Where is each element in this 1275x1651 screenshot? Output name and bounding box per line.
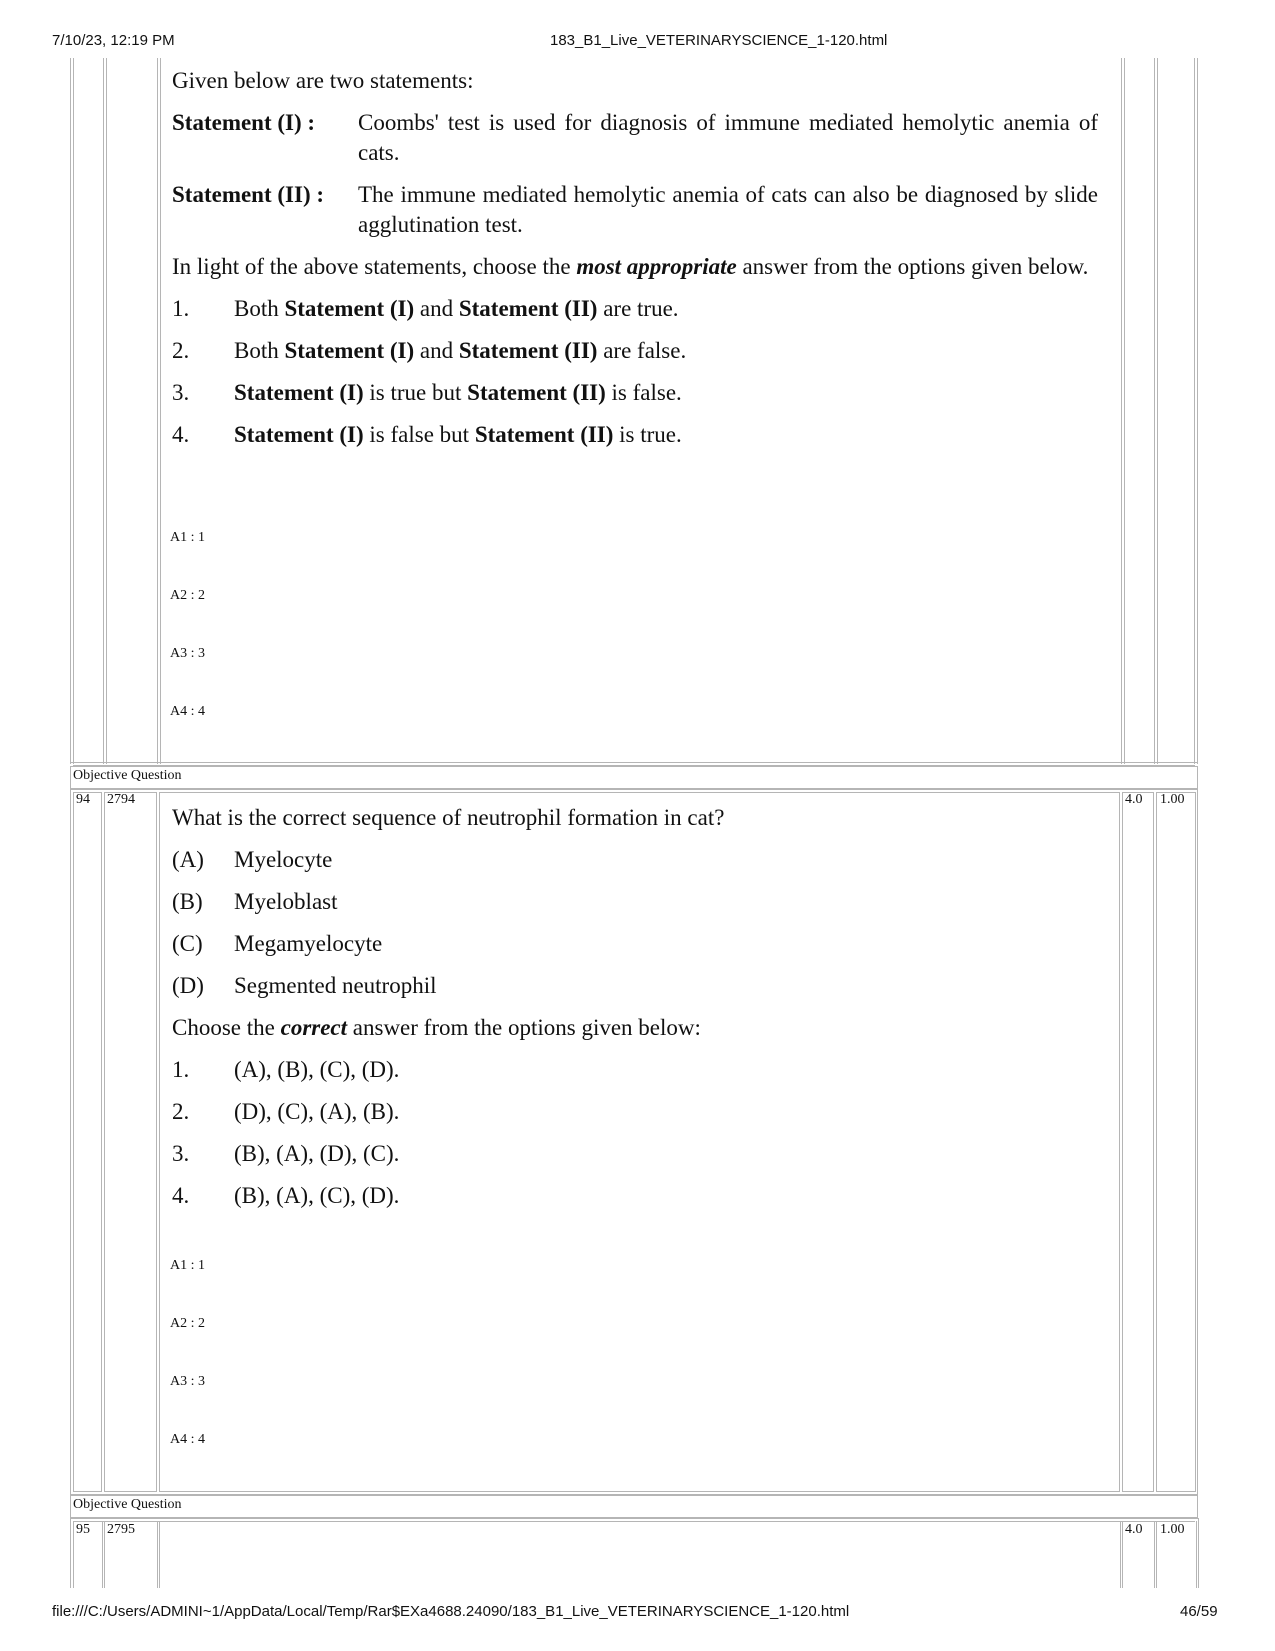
answer-label: A4 : 4 [170,1432,205,1447]
question-type-label: Objective Question [73,1497,182,1512]
emphasis-text: correct [280,1015,348,1040]
list-item: (A) Myelocyte [172,847,333,872]
option-2: 2. (D), (C), (A), (B). [172,1099,400,1124]
list-item: (B) Myeloblast [172,889,338,914]
option-3: 3. (B), (A), (D), (C). [172,1141,400,1166]
answer-label: A3 : 3 [170,646,205,661]
answer-label: A2 : 2 [170,588,205,603]
question-type-label: Objective Question [73,768,182,783]
answer-label: A4 : 4 [170,704,205,719]
statement-1-label: Statement (I) : [172,110,316,135]
question-text: What is the correct sequence of neutrophil formation in cat? [172,805,725,830]
page-number: 46/59 [1180,1603,1218,1620]
list-item: (C) Megamyelocyte [172,931,383,956]
question-94-body [172,803,1098,1211]
question-serial: 95 [76,1522,90,1537]
question-marks: 4.0 [1125,792,1143,807]
statement-1 [172,108,1098,168]
option-4: 4. (B), (A), (C), (D). [172,1183,400,1208]
statement-2 [172,180,1098,240]
question-negative-marks: 1.00 [1160,1522,1185,1537]
print-datetime: 7/10/23, 12:19 PM [52,32,175,49]
option-1: 1. Both Statement (I) and Statement (II) are true. [172,296,679,321]
answer-label: A1 : 1 [170,530,205,545]
option-3: 3. Statement (I) is true but Statement (II) is false. [172,380,682,405]
statement-2-text: The immune mediated hemolytic anemia of cats can also be diagnosed by slide agglutination test. [358,182,1098,237]
question-id: 2794 [107,792,135,807]
print-file-path: file:///C:/Users/ADMINI~1/AppData/Local/Temp/Rar$EXa4688.24090/183_B1_Live_VETERINARYSCIENCE_1-120.html [52,1603,850,1620]
statement-1-text: Coombs' test is used for diagnosis of immune mediated hemolytic anemia of cats. [358,110,1098,165]
option-1: 1. (A), (B), (C), (D). [172,1057,400,1082]
print-title: 183_B1_Live_VETERINARYSCIENCE_1-120.html [550,32,888,49]
answer-label: A1 : 1 [170,1258,205,1273]
answer-label: A3 : 3 [170,1374,205,1389]
emphasis-text: most appropriate [576,254,737,279]
option-2: 2. Both Statement (I) and Statement (II) are false. [172,338,687,363]
list-item: (D) Segmented neutrophil [172,973,437,998]
question-id: 2795 [107,1522,135,1537]
question-serial: 94 [76,792,90,807]
answer-label: A2 : 2 [170,1316,205,1331]
question-instruction: In light of the above statements, choose the most appropriate answer from the options given below. [172,254,1089,279]
statement-2-label: Statement (II) : [172,182,325,207]
question-intro: Given below are two statements: [172,68,474,93]
question-marks: 4.0 [1125,1522,1143,1537]
option-4: 4. Statement (I) is false but Statement (II) is true. [172,422,682,447]
question-negative-marks: 1.00 [1160,792,1185,807]
question-instruction: Choose the correct answer from the options given below: [172,1015,701,1040]
question-93-body [172,66,1098,450]
